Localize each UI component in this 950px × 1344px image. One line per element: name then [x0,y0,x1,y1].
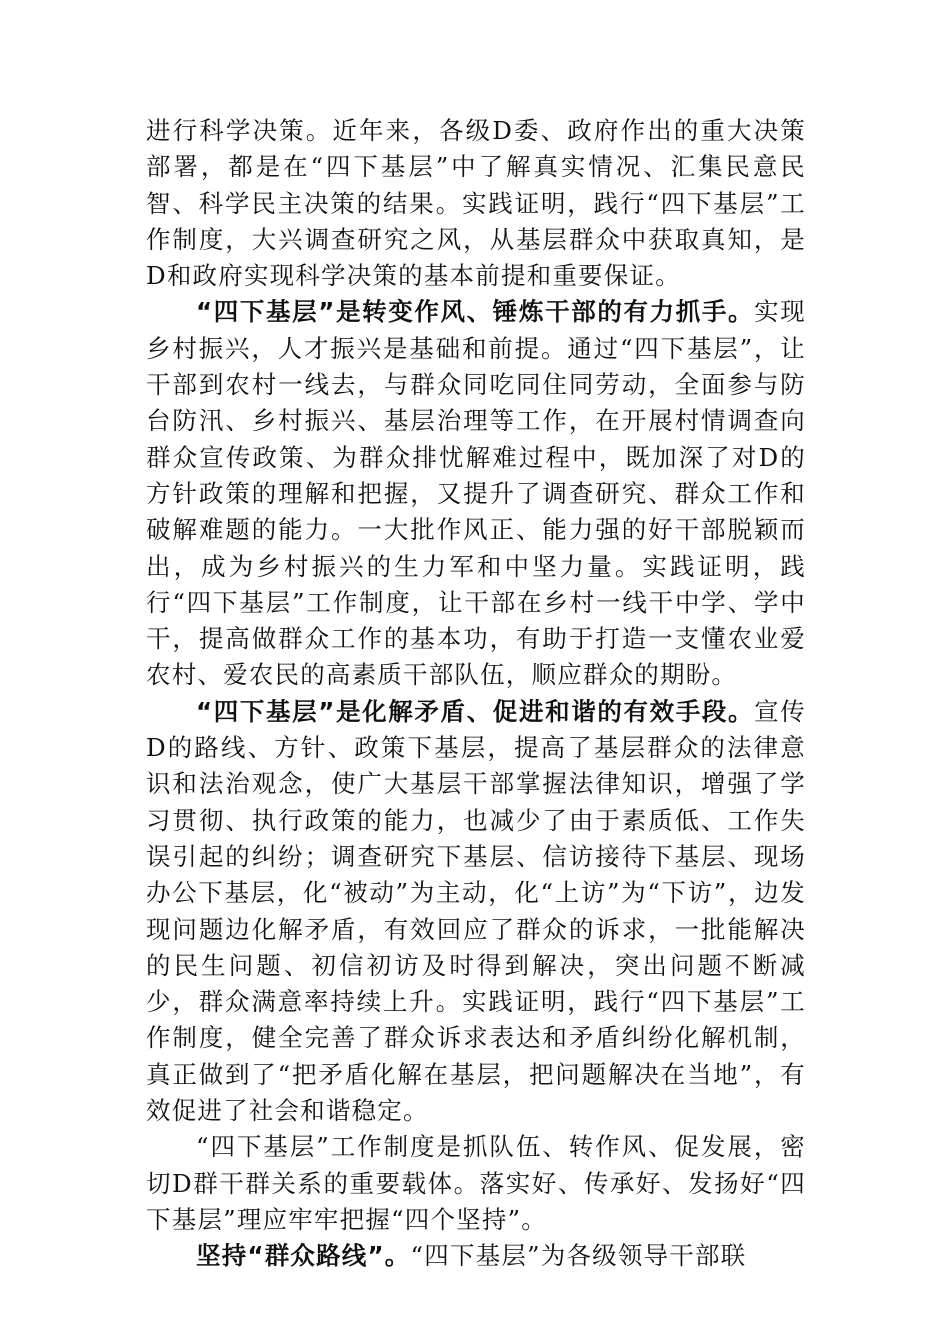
paragraph-3-heading: “四下基层”是化解矛盾、促进和谐的有效手段。 [196,696,755,726]
paragraph-1-text: 进行科学决策。近年来，各级D委、政府作出的重大决策部署，都是在“四下基层”中了解真实情况、汇集民意民智、科学民主决策的结果。实践证明，践行“四下基层”工作制度，大兴调查研究之风，从基层群众中获取真知，是D和政府实现科学决策的基本前提和重要保证。 [146,116,806,291]
paragraph-2-text: 实现乡村振兴，人才振兴是基础和前提。通过“四下基层”，让干部到农村一线去，与群众同吃同住同劳动，全面参与防台防汛、乡村振兴、基层治理等工作，在开展村情调查向群众宣传政策、为群众排忧解难过程中，既加深了对D的方针政策的理解和把握，又提升了调查研究、群众工作和破解难题的能力。一大批作风正、能力强的好干部脱颖而出，成为乡村振兴的生力军和中坚力量。实践证明，践行“四下基层”工作制度，让干部在乡村一线干中学、学中干，提高做群众工作的基本功，有助于打造一支懂农业爱农村、爱农民的高素质干部队伍，顺应群众的期盼。 [146,297,806,690]
paragraph-3-text: 宣传D的路线、方针、政策下基层，提高了基层群众的法律意识和法治观念，使广大基层干部掌握法律知识，增强了学习贯彻、执行政策的能力，也减少了由于素质低、工作失误引起的纠纷；调查研究下基层、信访接待下基层、现场办公下基层，化“被动”为主动，化“上访”为“下访”，边发现问题边化解矛盾，有效回应了群众的诉求，一批能解决的民生问题、初信初访及时得到解决，突出问题不断减少，群众满意率持续上升。实践证明，践行“四下基层”工作制度，健全完善了群众诉求表达和矛盾纠纷化解机制，真正做到了“把矛盾化解在基层，把问题解决在当地”，有效促进了社会和谐稳定。 [146,696,806,1126]
paragraph-5-heading: 坚持“群众路线”。 [196,1241,411,1271]
paragraph-2-heading: “四下基层”是转变作风、锤炼干部的有力抓手。 [196,297,755,327]
paragraph-4-text: “四下基层”工作制度是抓队伍、转作风、促发展，密切D群干群关系的重要载体。落实好、传承好、发扬好“四下基层”理应牢牢把握“四个坚持”。 [146,1132,806,1234]
document-page [146,113,806,1275]
paragraph-four-adherences [146,1129,806,1238]
paragraph-continued-decision-making [146,113,806,294]
paragraph-mass-line [146,1238,806,1274]
paragraph-5-text: “四下基层”为各级领导干部联 [410,1241,747,1271]
paragraph-resolve-conflicts [146,694,806,1130]
paragraph-style-cadre-training [146,294,806,693]
